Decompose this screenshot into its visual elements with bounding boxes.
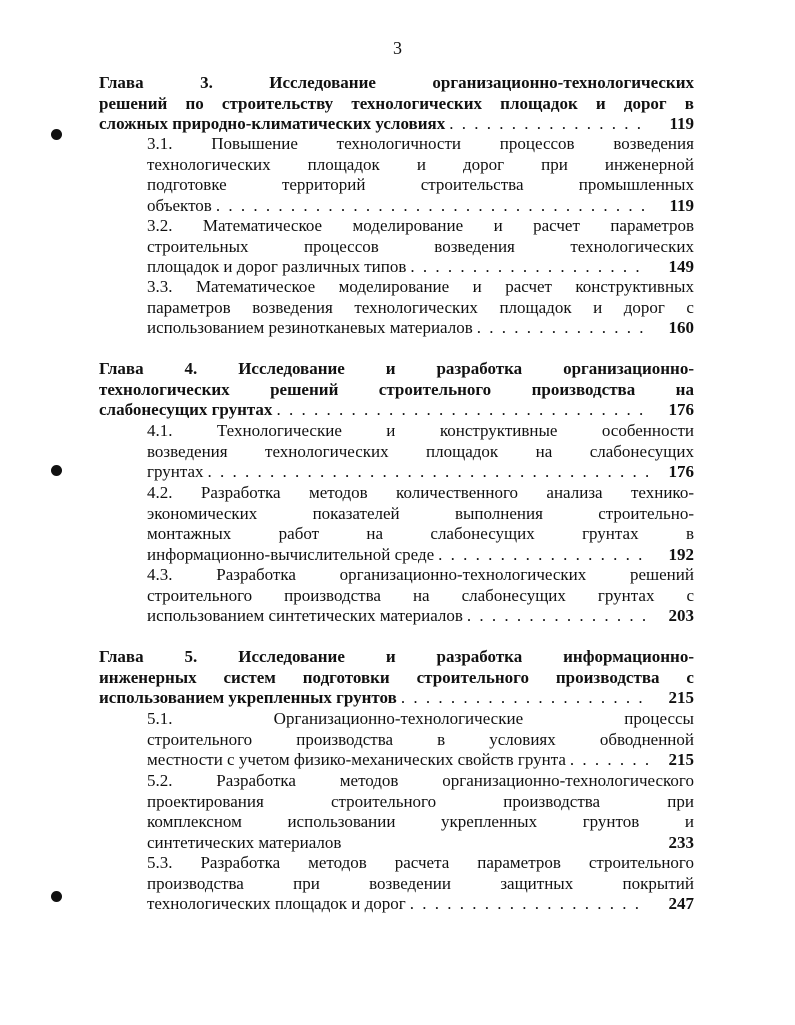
toc-word: методов xyxy=(339,771,399,790)
toc-word: строительного xyxy=(378,379,492,399)
toc-word: Технологические xyxy=(216,421,342,440)
toc-word: строительного xyxy=(416,667,529,687)
toc-word: и xyxy=(593,297,603,317)
toc-word: с xyxy=(686,585,694,605)
toc-line xyxy=(147,874,694,895)
section-3-1-entry[interactable] xyxy=(147,134,694,216)
toc-word: методов xyxy=(308,483,368,502)
toc-word: и xyxy=(684,812,694,831)
toc-line-last: использованием укрепленных грунтов xyxy=(99,688,397,707)
toc-page-number: 247 xyxy=(668,894,694,913)
toc-word: производства xyxy=(284,585,381,605)
toc-word: и xyxy=(595,93,606,113)
toc-word: 4.2. xyxy=(147,483,173,502)
toc-line xyxy=(147,565,694,586)
chapter-3-entry[interactable] xyxy=(99,73,694,135)
toc-word: разработка xyxy=(436,647,523,666)
punch-hole-top xyxy=(51,129,62,140)
toc-line xyxy=(147,812,694,833)
toc-word: возведения xyxy=(147,441,228,461)
toc-word: моделирование xyxy=(352,216,464,235)
toc-word: процессы xyxy=(624,709,694,728)
toc-line xyxy=(99,668,694,689)
toc-word: подготовки xyxy=(302,667,390,687)
toc-word: площадок xyxy=(499,297,572,317)
toc-word: 4.1. xyxy=(147,421,173,440)
toc-word: использовании xyxy=(287,812,396,831)
toc-word: обводненной xyxy=(599,729,694,749)
toc-line-last: грунтах xyxy=(147,462,204,481)
toc-word: на xyxy=(366,524,384,543)
toc-word: 3. xyxy=(200,73,213,92)
toc-word: площадок xyxy=(307,154,380,174)
dot-leader xyxy=(477,318,648,339)
toc-word: организационно- xyxy=(563,359,694,378)
toc-word: строительного xyxy=(147,585,253,605)
toc-word: и xyxy=(385,359,396,378)
toc-word: слабонесущих xyxy=(461,585,566,605)
toc-word: технологических xyxy=(147,154,271,174)
toc-line xyxy=(147,709,694,730)
toc-word: производства xyxy=(296,729,394,749)
toc-word: Глава xyxy=(99,647,144,666)
toc-word: Исследование xyxy=(238,359,345,378)
toc-word: защитных xyxy=(500,873,574,893)
toc-word: технологических xyxy=(99,379,230,399)
toc-word: при xyxy=(541,154,568,174)
toc-word: разработка xyxy=(436,359,523,378)
toc-line-last: местности с учетом физико-механических свойств грунта xyxy=(147,750,566,769)
toc-word: информационно- xyxy=(563,647,694,666)
section-4-2-entry[interactable] xyxy=(147,483,694,565)
toc-word: систем xyxy=(223,667,276,687)
toc-word: в xyxy=(684,93,694,113)
toc-word: расчета xyxy=(394,853,450,872)
toc-word: 5.1. xyxy=(147,709,173,728)
toc-word: дорог xyxy=(623,297,665,317)
toc-word: на xyxy=(535,441,553,461)
page-number: 3 xyxy=(393,38,402,58)
toc-word: на xyxy=(412,585,430,605)
chapter-4-entry[interactable] xyxy=(99,359,694,421)
dot-leader xyxy=(401,688,648,709)
toc-word: и xyxy=(416,154,426,174)
toc-word: и xyxy=(493,216,503,235)
toc-word: при xyxy=(293,873,320,893)
toc-word: решений xyxy=(630,565,694,584)
toc-line-last: сложных природно-климатических условиях xyxy=(99,114,446,133)
toc-word: технологических xyxy=(354,297,478,317)
toc-word: технологических xyxy=(570,236,694,256)
toc-word: Разработка xyxy=(200,853,281,872)
toc-word: технологичности xyxy=(336,134,461,153)
toc-line-last: синтетических материалов xyxy=(147,832,342,852)
toc-word: промышленных xyxy=(578,175,694,194)
toc-line xyxy=(147,504,694,525)
toc-word: процессов xyxy=(304,236,379,256)
toc-word: Разработка xyxy=(216,565,296,584)
toc-word: Исследование xyxy=(238,647,345,666)
toc-word: строительных xyxy=(147,236,249,256)
toc-word: по xyxy=(185,93,204,113)
toc-word: показателей xyxy=(312,503,400,523)
dot-leader xyxy=(276,400,648,421)
toc-word: анализа xyxy=(546,483,603,502)
toc-word: комплексном xyxy=(147,812,242,831)
toc-line-last: объектов xyxy=(147,195,212,215)
toc-word: 5.3. xyxy=(147,853,173,872)
punch-hole-bottom xyxy=(51,891,62,902)
toc-word: возведении xyxy=(369,873,452,893)
toc-word: монтажных xyxy=(147,524,232,543)
toc-line xyxy=(99,359,694,380)
toc-word: территорий xyxy=(281,175,366,194)
toc-word: дорог xyxy=(462,154,505,174)
toc-line xyxy=(147,134,694,155)
toc-word: укрепленных xyxy=(441,812,538,831)
toc-line xyxy=(99,94,694,115)
section-3-2-entry[interactable] xyxy=(147,216,694,278)
toc-word: расчет xyxy=(505,277,552,296)
toc-word: проектирования xyxy=(147,791,264,811)
toc-word: условиях xyxy=(489,729,556,749)
toc-word: строительного xyxy=(147,729,253,749)
toc-word: методов xyxy=(308,853,367,872)
toc-word: строительству xyxy=(221,93,334,113)
toc-line xyxy=(147,524,694,545)
section-4-3-entry[interactable] xyxy=(147,565,694,627)
section-4-1-entry[interactable] xyxy=(147,421,694,483)
toc-word: дорог xyxy=(623,93,667,113)
toc-word: организационно-технологических xyxy=(339,565,587,584)
toc-line-last: информационно-вычислительной среде xyxy=(147,544,435,564)
toc-line xyxy=(99,380,694,401)
toc-word: Глава xyxy=(99,359,144,378)
dot-leader xyxy=(216,196,648,217)
toc-line xyxy=(147,421,694,442)
toc-word: выполнения xyxy=(454,503,543,523)
dot-leader xyxy=(208,462,648,483)
toc-word: Организационно-технологические xyxy=(273,709,524,728)
toc-word: на xyxy=(675,379,694,399)
toc-line xyxy=(147,237,694,258)
dot-leader xyxy=(570,750,648,771)
toc-word: расчет xyxy=(533,216,580,235)
toc-word: 4.3. xyxy=(147,565,173,584)
toc-word: 5. xyxy=(184,647,198,666)
toc-word: с xyxy=(686,297,694,317)
toc-line xyxy=(147,175,694,196)
toc-word: количественного xyxy=(396,483,519,502)
toc-word: при xyxy=(667,791,694,811)
toc-word: площадок xyxy=(500,93,578,113)
toc-word: процессов xyxy=(499,134,575,153)
dot-leader xyxy=(438,545,648,566)
toc-line xyxy=(147,792,694,813)
toc-word: грунтах xyxy=(582,524,639,543)
toc-word: возведения xyxy=(613,134,694,153)
toc-line xyxy=(147,483,694,504)
toc-line xyxy=(147,277,694,298)
toc-word: возведения xyxy=(434,236,515,256)
toc-word: Разработка xyxy=(216,771,296,790)
toc-word: работ xyxy=(278,524,320,543)
toc-word: организационно-технологического xyxy=(442,771,694,790)
toc-word: решений xyxy=(99,93,168,113)
toc-page-number: 149 xyxy=(668,257,694,276)
toc-line-last: использованием синтетических материалов xyxy=(147,606,463,625)
toc-line xyxy=(147,730,694,751)
section-3-3-entry[interactable] xyxy=(147,277,694,339)
toc-line xyxy=(147,155,694,176)
toc-page-number: 203 xyxy=(668,606,694,625)
toc-word: 3.3. xyxy=(147,277,173,296)
toc-word: производства xyxy=(555,667,660,687)
toc-word: Повышение xyxy=(211,134,298,153)
toc-word: Разработка xyxy=(200,483,281,502)
toc-line xyxy=(147,771,694,792)
toc-word: строительного xyxy=(588,853,694,872)
toc-line xyxy=(147,298,694,319)
toc-word: 3.2. xyxy=(147,216,173,235)
toc-line xyxy=(147,442,694,463)
toc-page-number: 192 xyxy=(668,544,694,564)
toc-word: в xyxy=(685,524,694,543)
toc-word: производства xyxy=(503,791,601,811)
section-5-1-entry[interactable] xyxy=(147,709,694,771)
dot-leader xyxy=(467,606,648,627)
toc-word: решений xyxy=(270,379,339,399)
toc-word: возведения xyxy=(252,297,333,317)
toc-word: экономических xyxy=(147,503,258,523)
toc-page-number: 160 xyxy=(668,318,694,337)
toc-word: инженерной xyxy=(604,154,694,174)
toc-page-number: 215 xyxy=(668,750,694,769)
toc-word: и xyxy=(386,421,396,440)
toc-word: 5.2. xyxy=(147,771,173,790)
dot-leader xyxy=(410,257,648,278)
toc-word: производства xyxy=(531,379,636,399)
punch-hole-middle xyxy=(51,465,62,476)
toc-line-last: использованием резинотканевых материалов xyxy=(147,318,473,337)
toc-word: с xyxy=(686,667,694,687)
dot-leader xyxy=(449,114,648,135)
toc-word: площадок xyxy=(426,441,499,461)
toc-word: моделирование xyxy=(338,277,450,296)
toc-page-number: 176 xyxy=(668,400,694,419)
dot-leader xyxy=(410,894,648,915)
toc-word: 4. xyxy=(184,359,198,378)
toc-word: особенности xyxy=(601,421,694,440)
toc-word: конструктивные xyxy=(439,421,558,440)
toc-page-number: 176 xyxy=(668,462,694,481)
toc-word: Математическое xyxy=(195,277,316,296)
section-5-3-entry[interactable] xyxy=(147,853,694,915)
toc-word: производства xyxy=(147,873,244,893)
toc-word: грунтов xyxy=(582,812,640,831)
toc-word: строительства xyxy=(420,175,524,194)
toc-word: параметров xyxy=(477,853,561,872)
toc-line-last: технологических площадок и дорог xyxy=(147,894,406,913)
toc-word: подготовке xyxy=(147,175,227,194)
toc-page-number: 233 xyxy=(668,832,694,852)
toc-word: технологических xyxy=(351,93,482,113)
toc-word: слабонесущих xyxy=(589,441,694,461)
toc-word: параметров xyxy=(610,216,694,235)
toc-line-last: площадок и дорог различных типов xyxy=(147,257,407,276)
toc-word: Исследование xyxy=(269,73,376,92)
toc-page-number: 119 xyxy=(669,114,694,133)
toc-page-number: 119 xyxy=(669,195,694,215)
toc-word: 3.1. xyxy=(147,134,173,153)
toc-word: строительно- xyxy=(598,503,694,523)
toc-word: и xyxy=(385,647,396,666)
toc-page-number: 215 xyxy=(668,688,694,707)
toc-word: технико- xyxy=(630,483,694,502)
toc-line-last: слабонесущих грунтах xyxy=(99,400,273,419)
toc-word: организационно-технологических xyxy=(432,73,694,92)
toc-word: инженерных xyxy=(99,667,197,687)
toc-line xyxy=(99,647,694,668)
section-5-2-entry[interactable] xyxy=(147,771,694,853)
chapter-5-entry[interactable] xyxy=(99,647,694,709)
toc-word: параметров xyxy=(147,297,231,317)
toc-line xyxy=(147,216,694,237)
toc-word: строительного xyxy=(330,791,437,811)
toc-word: технологических xyxy=(265,441,389,461)
toc-word: и xyxy=(472,277,482,296)
toc-line xyxy=(147,853,694,874)
toc-line xyxy=(147,586,694,607)
toc-word: в xyxy=(437,729,446,749)
toc-line xyxy=(99,73,694,94)
toc-word: слабонесущих xyxy=(430,524,535,543)
toc-word: конструктивных xyxy=(575,277,694,296)
toc-word: Математическое xyxy=(202,216,323,235)
toc-word: Глава xyxy=(99,73,144,92)
toc-word: покрытий xyxy=(622,873,694,893)
toc-word: грунтах xyxy=(597,585,655,605)
